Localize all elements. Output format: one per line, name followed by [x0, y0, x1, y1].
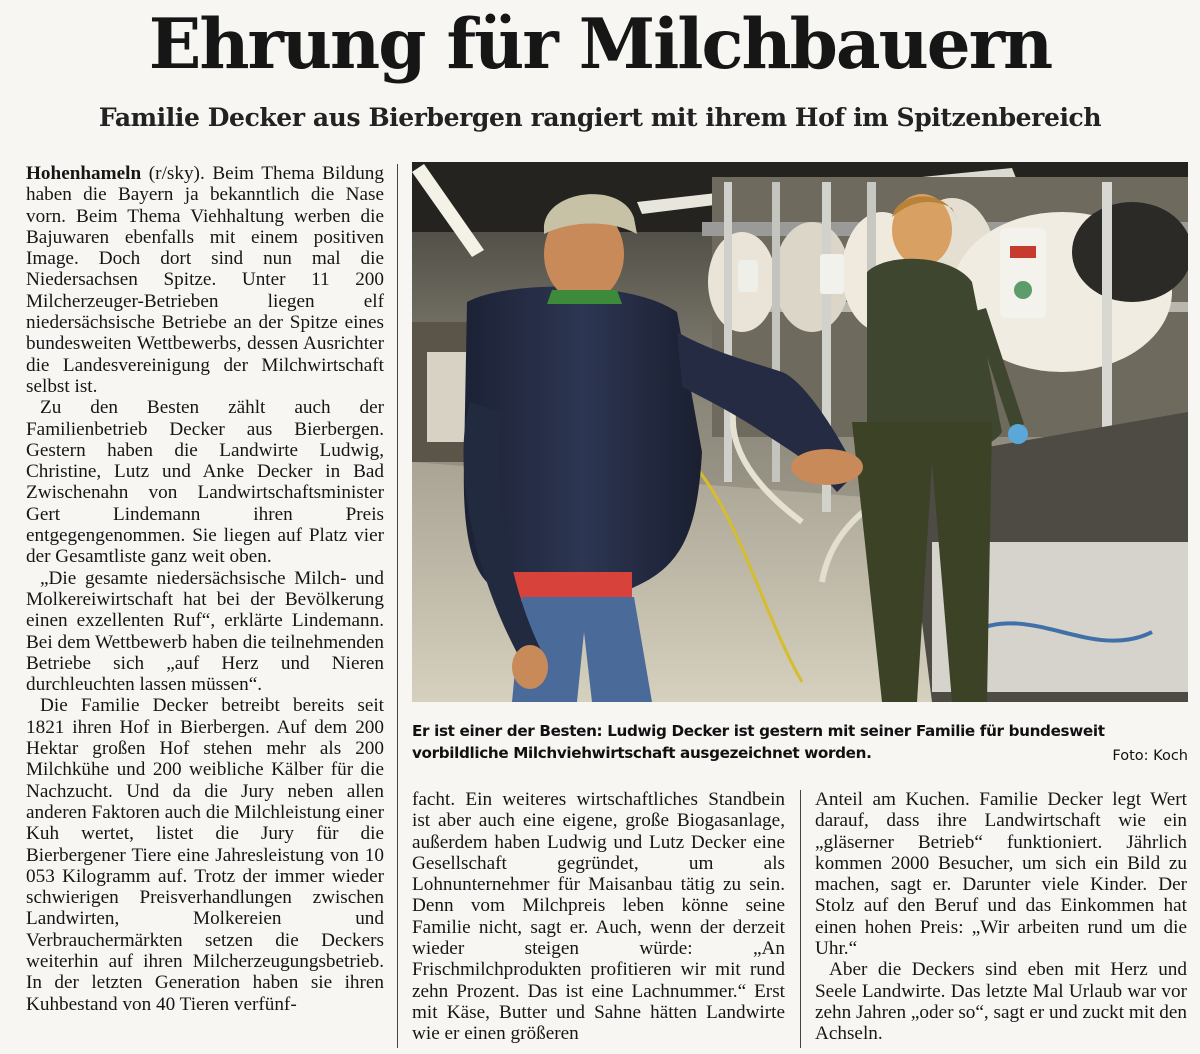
column-rule-1	[397, 164, 398, 1048]
milking-parlor-photo	[412, 162, 1188, 702]
paragraph-6: Anteil am Kuchen. Familie Decker legt Wert darauf, dass ihre Landwirtschaft wie ein „gläserner Betrieb“ funktioniert. Jährlich kommen 2000 Besucher, um sich ein Bild zu machen, sagt er. Darunter viele Kinder. Der Stolz auf den Beruf und das Einkommen hat einen hohen Preis: „Wir arbeiten rund um die Uhr.“	[815, 789, 1187, 960]
article-column-1	[26, 163, 384, 1050]
paragraph-4: Die Familie Decker betreibt bereits seit 1821 ihren Hof in Bierbergen. Auf dem 200 Hektar großen Hof stehen mehr als 200 Milchkühe und 200 weibliche Kälber für die Nachzucht. Und da die Jury neben allen anderen Faktoren auch die Milchleistung einer Kuh wertet, listet die Jury für die Bierbergener Tiere eine Jahresleistung von 10 053 Kilogramm auf. Trotz der immer wieder schwierigen Preisverhandlungen zwischen Landwirten, Molkereien und Verbrauchermärkten setzen die Deckers weiterhin auf ihren Milcherzeugungsbetrieb. In der letzten Generation haben sie ihren Kuhbestand von 40 Tieren verfünf-	[26, 695, 384, 1015]
paragraph-2: Zu den Besten zählt auch der Familienbetrieb Decker aus Bierbergen. Gestern haben die Landwirte Ludwig, Christine, Lutz und Anke Decker in Bad Zwischenahn von Landwirtschaftsminister Gert Lindemann ihren Preis entgegengenommen. Sie liegen auf Platz vier der Gesamtliste ganz weit oben.	[26, 397, 384, 568]
subheadline: Familie Decker aus Bierbergen rangiert mit ihrem Hof im Spitzenbereich	[98, 103, 1102, 132]
paragraph-3: „Die gesamte niedersächsische Milch- und Molkereiwirtschaft hat bei der Bevölkerung einen exzellenten Ruf“, erklärte Lindemann. Bei dem Wettbewerb haben die teilnehmenden Betriebe sich „auf Herz und Nieren durchleuchten lassen müssen“.	[26, 567, 384, 696]
paragraph-7: Aber die Deckers sind eben mit Herz und Seele Landwirte. Das letzte Mal Urlaub war vor zehn Jahren „oder so“, sagt er und zuckt mit den Achseln.	[815, 959, 1187, 1045]
dateline: Hohenhameln	[26, 163, 142, 184]
article-column-3	[815, 789, 1187, 1052]
paragraph-intro	[26, 163, 384, 397]
column-rule-2	[800, 790, 801, 1048]
paragraph-intro-text: (r/sky). Beim Thema Bildung haben die Bayern ja bekanntlich die Nase vorn. Beim Thema Viehhaltung werben die Bajuwaren ebenfalls mit einem positiven Image. Doch dort sind nun mal die Niedersachsen Spitze. Unter 11 200 Milcherzeuger-Betrieben liegen elf niedersächsische Betriebe an der Spitze eines bundesweiten Wettbewerbs, dessen Ausrichter die Landesvereinigung der Milchwirtschaft selbst ist.	[26, 163, 384, 397]
photo-credit: Foto: Koch	[1112, 748, 1188, 764]
article-photo	[412, 162, 1188, 702]
photo-caption: Er ist einer der Besten: Ludwig Decker ist gestern mit seiner Familie für bundesweit vorbildliche Milchviehwirtschaft ausgezeichnet worden.	[412, 722, 1105, 762]
article-column-2	[412, 789, 785, 1052]
paragraph-5: facht. Ein weiteres wirtschaftliches Standbein ist aber auch eine eigene, große Biogasanlage, außerdem haben Ludwig und Lutz Decker eine Gesellschaft gegründet, um als Lohnunternehmer für Maisanbau tätig zu sein. Denn vom Milchpreis leben könne seine Familie nicht, sagt er. Auch, wenn der derzeit wieder steigen würde: „An Frischmilchprodukten profitieren wir mit rund zehn Prozent. Das ist eine Lachnummer.“ Erst mit Käse, Butter und Sahne hätten Landwirte wie er einen größeren	[412, 789, 785, 1045]
headline: Ehrung für Milchbauern	[148, 4, 1052, 85]
